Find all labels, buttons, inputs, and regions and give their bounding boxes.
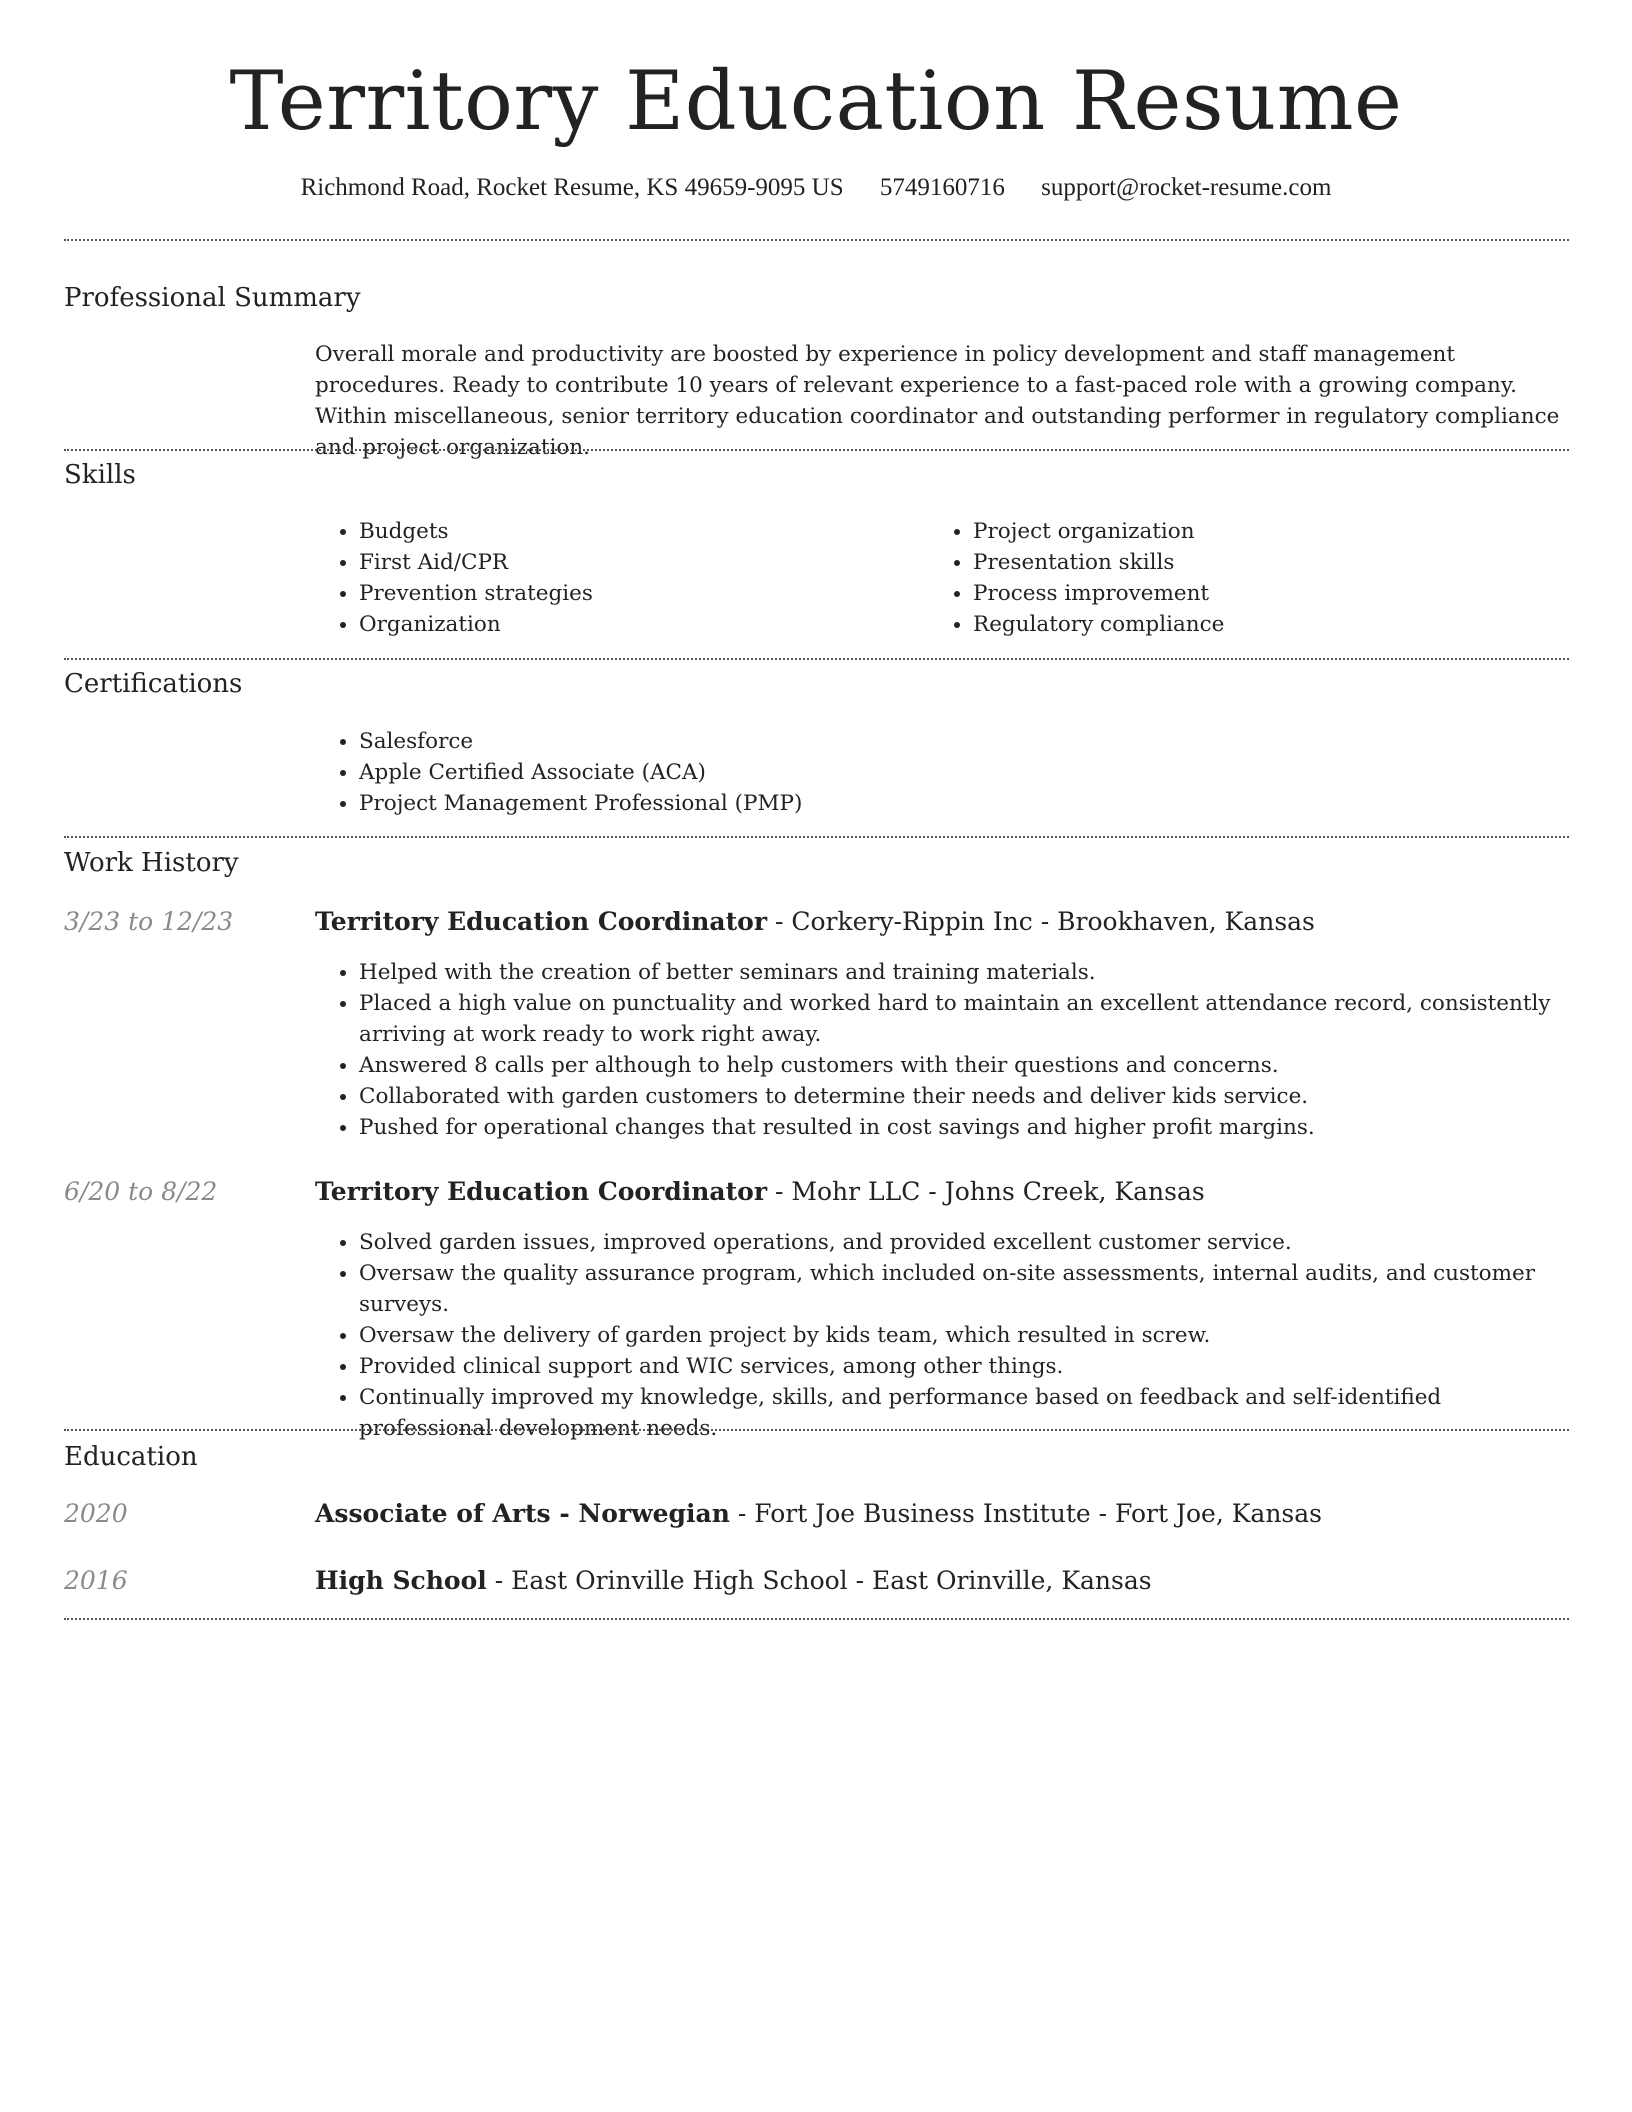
job-title — [315, 907, 1575, 936]
job-bullet: • Collaborated with garden customers to determine their needs and deliver kids service. — [359, 1081, 1575, 1112]
education-degree: High School — [315, 1566, 487, 1595]
certification-item: • Salesforce — [359, 726, 1575, 757]
divider — [64, 836, 1569, 838]
skill-item: • Prevention strategies — [359, 578, 915, 609]
certification-item: • Apple Certified Associate (ACA) — [359, 757, 1575, 788]
job-dates: 6/20 to 8/22 — [64, 1177, 218, 1206]
education-year: 2016 — [64, 1566, 128, 1595]
divider — [64, 1429, 1569, 1431]
skill-item: • Regulatory compliance — [973, 609, 1529, 640]
skill-item: • First Aid/CPR — [359, 547, 915, 578]
resume-title: Territory Education Resume — [229, 55, 1403, 149]
skill-item: • Organization — [359, 609, 915, 640]
summary-heading: Professional Summary — [64, 283, 361, 313]
job-company: - Corkery-Rippin Inc - Brookhaven, Kansas — [767, 907, 1315, 936]
job-bullets — [315, 957, 1575, 1143]
education-heading: Education — [64, 1442, 198, 1472]
job-bullet: • Helped with the creation of better seminars and training materials. — [359, 957, 1575, 988]
job-bullet: • Answered 8 calls per although to help customers with their questions and concerns. — [359, 1050, 1575, 1081]
job-bullets — [315, 1227, 1575, 1444]
certifications-heading: Certifications — [64, 669, 243, 699]
divider — [64, 449, 1569, 451]
divider — [64, 658, 1569, 660]
skill-item: • Process improvement — [973, 578, 1529, 609]
job-dates: 3/23 to 12/23 — [64, 907, 234, 936]
job-bullet: • Provided clinical support and WIC services, among other things. — [359, 1351, 1575, 1382]
education-entry — [315, 1566, 1575, 1595]
skill-item: • Presentation skills — [973, 547, 1529, 578]
divider — [64, 239, 1569, 241]
skill-item: • Project organization — [973, 516, 1529, 547]
address: Richmond Road, Rocket Resume, KS 49659-9095 US — [300, 174, 844, 201]
work-history-heading: Work History — [64, 848, 239, 878]
certifications-list — [315, 726, 1575, 819]
skills-column-left — [315, 516, 915, 640]
email: support@rocket-resume.com — [1041, 174, 1332, 201]
job-bullet: • Continually improved my knowledge, skills, and performance based on feedback and self-identified professional development needs. — [359, 1382, 1575, 1444]
job-role: Territory Education Coordinator — [315, 1177, 768, 1206]
education-year: 2020 — [64, 1499, 128, 1528]
certification-item: • Project Management Professional (PMP) — [359, 788, 1575, 819]
summary-text: Overall morale and productivity are boosted by experience in policy development and staff management procedures. Ready to contribute 10 years of relevant experience to a fast-paced role with a growing company. Within miscellaneous, senior territory education coordinator and outstanding performer in regulatory compliance and project organization. — [315, 342, 1560, 460]
phone: 5749160716 — [879, 174, 1005, 201]
education-school: - Fort Joe Business Institute - Fort Joe, Kansas — [729, 1499, 1322, 1528]
job-title — [315, 1177, 1575, 1206]
contact-line — [0, 174, 1632, 202]
job-company: - Mohr LLC - Johns Creek, Kansas — [767, 1177, 1205, 1206]
job-bullet: • Oversaw the delivery of garden project by kids team, which resulted in screw. — [359, 1320, 1575, 1351]
skills-heading: Skills — [64, 460, 136, 490]
skill-item: • Budgets — [359, 516, 915, 547]
divider — [64, 1618, 1569, 1620]
job-bullet: • Solved garden issues, improved operations, and provided excellent customer service. — [359, 1227, 1575, 1258]
job-role: Territory Education Coordinator — [315, 907, 768, 936]
skills-column-right — [929, 516, 1529, 640]
education-degree: Associate of Arts - Norwegian — [315, 1499, 730, 1528]
job-bullet: • Oversaw the quality assurance program, which included on-site assessments, internal audits, and customer surveys. — [359, 1258, 1575, 1320]
job-bullet: • Pushed for operational changes that resulted in cost savings and higher profit margins. — [359, 1112, 1575, 1143]
education-school: - East Orinville High School - East Orinville, Kansas — [486, 1566, 1152, 1595]
job-bullet: • Placed a high value on punctuality and worked hard to maintain an excellent attendance record, consistently arriving at work ready to work right away. — [359, 988, 1575, 1050]
education-entry — [315, 1499, 1575, 1528]
